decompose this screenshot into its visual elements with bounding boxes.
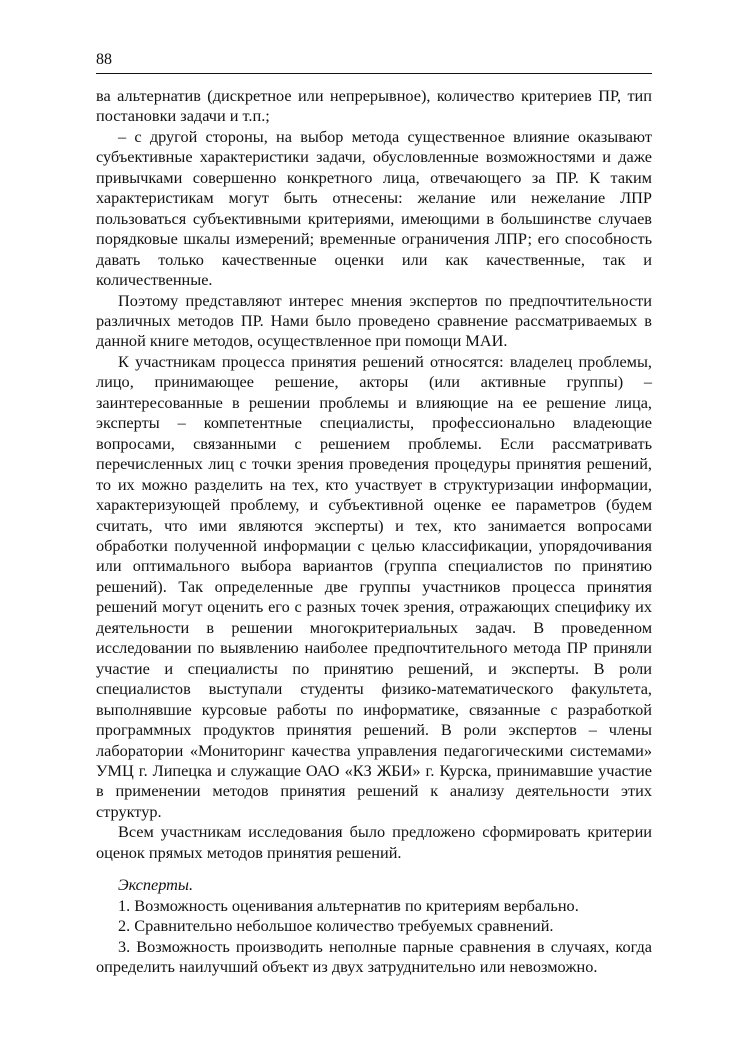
page-number: 88: [96, 51, 112, 68]
paragraph-continuation: ва альтернатив (дискретное или непрерывное), количество критериев ПР, тип постановки задачи и т.п.;: [96, 86, 652, 126]
experts-heading: Эксперты.: [118, 875, 194, 895]
paragraph-expert-opinions: Поэтому представляют интерес мнения экспертов по предпочтительности различных методов ПР. Нами было проведено сравнение рассматриваемых в данной книге методов, осуществленное при помощи МАИ.: [96, 290, 652, 351]
page-body: [96, 86, 652, 977]
experts-list-item: 3. Возможность производить неполные парные сравнения в случаях, когда определить наилучший объект из двух затруднительно или невозможно.: [96, 936, 652, 977]
header-rule: [96, 73, 652, 74]
experts-list-item: 2. Сравнительно небольшое количество требуемых сравнений.: [118, 916, 554, 936]
paragraph-participants: К участникам процесса принятия решений относятся: владелец проблемы, лицо, принимающее решение, акторы (или активные группы) – заинтересованные в решении проблемы и влияющие на ее решение лица, эксперты – компетентные специалисты, профессионально владеющие вопросами, связанными с решением проблемы. Если рассматривать перечисленных лиц с точки зрения проведения процедуры принятия решений, то их можно разделить на тех, кто участвует в структуризации информации, характеризующей проблему, и субъективной оценке ее параметров (будем считать, что ими являются эксперты) и тех, кто занимается вопросами обработки полученной информации с целью классификации, упорядочивания или оптимального выбора вариантов (группа специалистов по принятию решений). Так определенные две группы участников процесса принятия решений могут оценить его с разных точек зрения, отражающих специфику их деятельности в решении многокритериальных задач. В проведенном исследовании по выявлению наиболее предпочтительного метода ПР приняли участие и специалисты по принятию решений, и эксперты. В роли специалистов выступали студенты физико-математического факультета, выполнявшие курсовые работы по информатике, связанные с разработкой программных продуктов принятия решений. В роли экспертов – члены лаборатории «Мониторинг качества управления педагогическими системами» УМЦ г. Липецка и служащие ОАО «КЗ ЖБИ» г. Курска, принимавшие участие в применении методов принятия решений к анализу деятельности этих структур.: [96, 351, 652, 821]
paragraph-criteria-task: Всем участникам исследования было предложено сформировать критерии оценок прямых методов принятия решений.: [96, 822, 652, 862]
paragraph-subjective-characteristics: – с другой стороны, на выбор метода существенное влияние оказывают субъективные характеристики задачи, обусловленные возможностями и даже привычками совершенно конкретного лица, отвечающего за ПР. К таким характеристикам могут быть отнесены: желание или нежелание ЛПР пользоваться субъективными критериями, имеющими в большинстве случаев порядковые шкалы измерений; временные ограничения ЛПР; его способность давать только качественные оценки или как качественные, так и количественные.: [96, 126, 652, 290]
experts-list-item: 1. Возможность оценивания альтернатив по критериям вербально.: [118, 895, 579, 915]
